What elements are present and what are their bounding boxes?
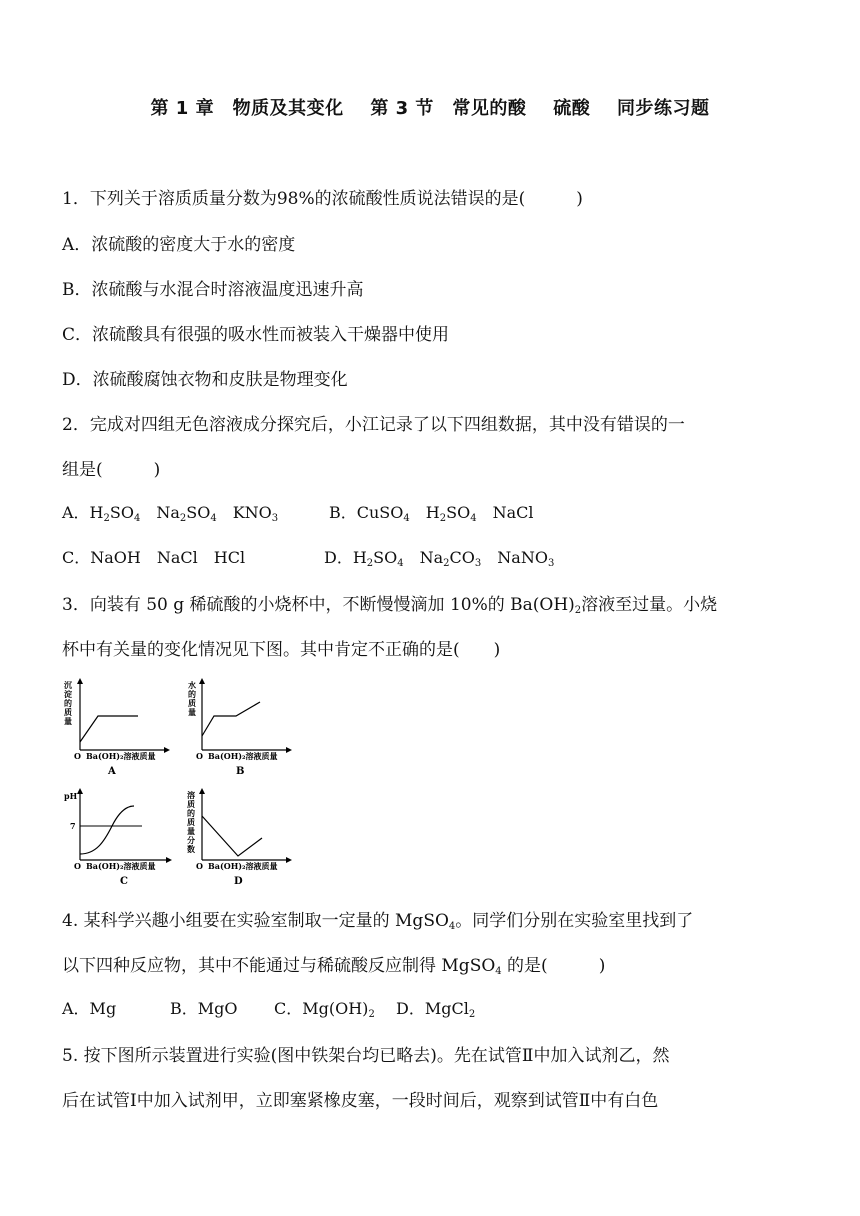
q3-graph-d-ylabel: 溶质的质量分数 (187, 790, 195, 854)
q1-option-c: C．浓硫酸具有很强的吸水性而被装入干燥器中使用 (62, 325, 450, 345)
q4-stem-line2: 以下四种反应物，其中不能通过与稀硫酸反应制得 MgSO$_4$ 的是( ) (62, 956, 606, 977)
q1-option-b: B．浓硫酸与水混合时溶液温度迅速升高 (62, 280, 364, 300)
q1-stem: 1．下列关于溶质质量分数为98%的浓硫酸性质说法错误的是( ) (62, 189, 583, 209)
q3-stem-line2: 杯中有关量的变化情况见下图。其中肯定不正确的是( ) (62, 640, 501, 660)
q3-graph-c-letter: C (120, 876, 128, 886)
page-title (0, 94, 860, 120)
q3-graph-b-origin: O (196, 751, 203, 761)
q4-stem-line1: 4. 某科学兴趣小组要在实验室制取一定量的 MgSO$_4$。同学们分别在实验室里找到了 (62, 911, 694, 932)
q3-graph-c-tick: 7 (70, 821, 76, 831)
q2-stem-line2: 组是( ) (62, 460, 161, 480)
q5-stem-line1: 5. 按下图所示装置进行实验(图中铁架台均已略去)。先在试管Ⅱ中加入试剂乙，然 (62, 1046, 670, 1066)
q2-stem-line1: 2．完成对四组无色溶液成分探究后，小江记录了以下四组数据，其中没有错误的一 (62, 415, 685, 435)
q2-options-ab: A．$H_2SO_4$ $Na_2SO_4$ $KNO_3$ B．CuSO$_4$ $H_2SO_4$ NaCl (62, 503, 534, 524)
title-section: 第 3 节 常见的酸 (370, 98, 527, 119)
title-chapter: 第 1 章 物质及其变化 (150, 98, 344, 119)
q3-stem-line1: 3．向装有 50 g 稀硫酸的小烧杯中，不断慢慢滴加 10%的 $Ba(OH)_2$溶液至过量。小烧 (62, 595, 718, 616)
q2-options-cd: C．NaOH NaCl HCl D．$H_2SO_4$ $Na_2CO_3$ NaNO$_3$ (62, 548, 555, 569)
title-kind: 同步练习题 (616, 98, 710, 119)
q3-graph-d-origin: O (196, 861, 203, 871)
q3-graph-a-letter: A (108, 766, 116, 776)
q3-graph-b (184, 676, 294, 776)
q3-graph-a-xlabel: Ba(OH)₂溶液质量 (86, 751, 156, 761)
q3-graph-c-xlabel: Ba(OH)₂溶液质量 (86, 861, 156, 871)
q1-option-a: A．浓硫酸的密度大于水的密度 (62, 235, 296, 255)
q3-graph-b-letter: B (236, 766, 245, 776)
title-topic: 硫酸 (553, 98, 591, 119)
q1-option-d: D．浓硫酸腐蚀衣物和皮肤是物理变化 (62, 370, 348, 390)
q3-graph-d-xlabel: Ba(OH)₂溶液质量 (208, 861, 278, 871)
q3-graph-b-ylabel: 水的质量 (188, 680, 196, 717)
q3-graph-c-ylabel: pH (64, 791, 78, 801)
q3-graph-d (184, 786, 294, 886)
q3-graph-b-xlabel: Ba(OH)₂溶液质量 (208, 751, 278, 761)
q3-graph-c-origin: O (74, 861, 81, 871)
q3-graph-a-origin: O (74, 751, 81, 761)
q3-graph-a (62, 676, 172, 776)
q5-stem-line2: 后在试管Ⅰ中加入试剂甲，立即塞紧橡皮塞，一段时间后，观察到试管Ⅱ中有白色 (62, 1091, 659, 1111)
q3-graph-c (62, 786, 177, 886)
q4-options: A．Mg B．MgO C．$Mg(OH)_2$ D．MgCl$_2$ (62, 999, 476, 1020)
q3-graph-a-ylabel: 沉淀的质量 (64, 680, 72, 726)
q3-graph-d-letter: D (234, 876, 243, 886)
